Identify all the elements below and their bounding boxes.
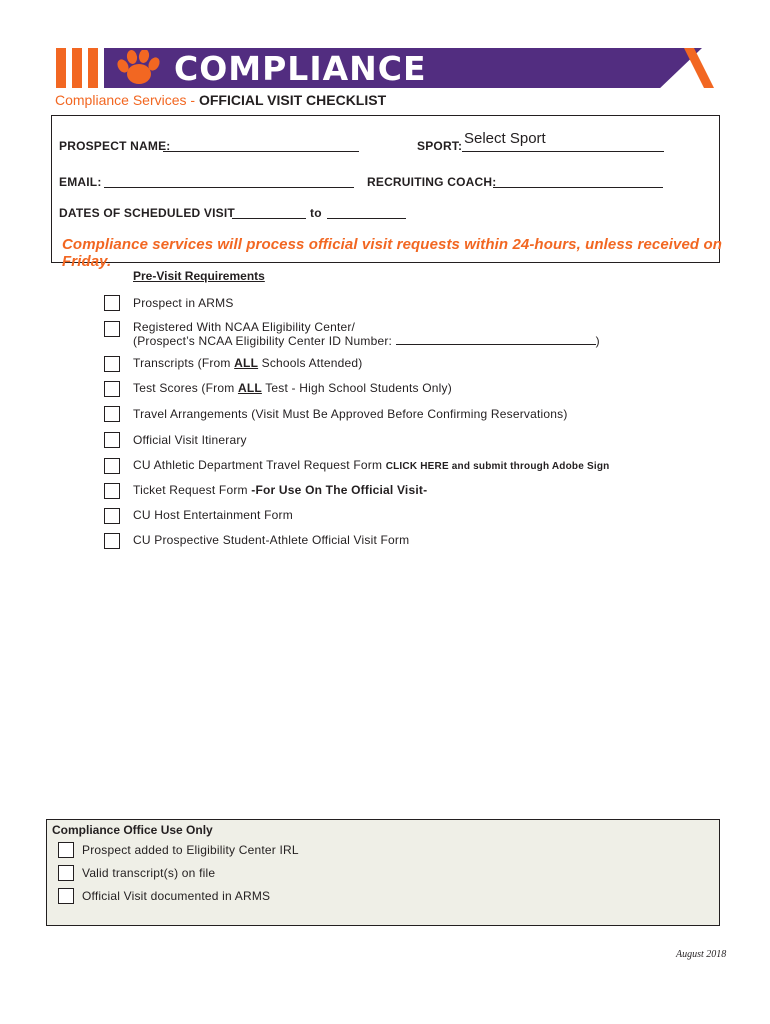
visit-dates-to-label: to: [310, 206, 322, 220]
email-label: EMAIL:: [59, 175, 102, 189]
checkbox-ticket[interactable]: [104, 483, 120, 499]
item-transcripts: [133, 356, 362, 370]
item-ncaa-line1: Registered With NCAA Eligibility Center/: [133, 320, 356, 334]
office-item-irl: Prospect added to Eligibility Center IRL: [82, 843, 299, 857]
email-field[interactable]: [104, 175, 354, 188]
visit-start-date-field[interactable]: [232, 206, 306, 219]
subtitle-services: Compliance Services: [55, 92, 187, 108]
item-ncaa-line2: [133, 334, 600, 348]
stripe-bar: [72, 48, 82, 88]
visit-end-date-field[interactable]: [327, 206, 406, 219]
checkbox-documented[interactable]: [58, 888, 74, 904]
prospect-name-field[interactable]: [163, 139, 359, 152]
sport-select[interactable]: Select Sport: [464, 130, 546, 147]
transcripts-all: ALL: [234, 356, 259, 370]
ticket-note: -For Use On The Official Visit-: [251, 483, 428, 497]
checkbox-itinerary[interactable]: [104, 432, 120, 448]
checkbox-test-scores[interactable]: [104, 381, 120, 397]
item-host: CU Host Entertainment Form: [133, 508, 293, 522]
stripe-bar: [56, 48, 66, 88]
banner-title: COMPLIANCE: [174, 49, 427, 88]
checkbox-travel[interactable]: [104, 406, 120, 422]
subtitle-checklist: OFFICIAL VISIT CHECKLIST: [198, 92, 387, 108]
checkbox-irl[interactable]: [58, 842, 74, 858]
tests-text-pre: Test Scores (From: [133, 381, 238, 395]
ncaa-id-field[interactable]: [396, 334, 596, 345]
processing-notice: Compliance services will process official visit requests within 24-hours, unless received on Friday.: [62, 236, 722, 270]
item-test-scores: [133, 381, 452, 395]
tests-text-post: Test - High School Students Only): [261, 381, 452, 395]
checkbox-transcripts[interactable]: [104, 356, 120, 372]
tests-all: ALL: [237, 381, 262, 395]
subtitle-dash: -: [186, 92, 199, 108]
recruiting-coach-label: RECRUITING COACH:: [367, 175, 497, 189]
travel-request-text: CU Athletic Department Travel Request Form: [133, 458, 386, 472]
prospect-name-label: PROSPECT NAME:: [59, 139, 171, 153]
stripe-bar: [88, 48, 98, 88]
visit-dates-label: DATES OF SCHEDULED VISIT: [59, 206, 235, 220]
ncaa-id-label: (Prospect’s NCAA Eligibility Center ID Number:: [133, 334, 396, 348]
item-arms: Prospect in ARMS: [133, 296, 234, 310]
item-prospective: CU Prospective Student-Athlete Official Visit Form: [133, 533, 410, 547]
transcripts-text-post: Schools Attended): [258, 356, 363, 370]
checkbox-arms[interactable]: [104, 295, 120, 311]
travel-request-link[interactable]: CLICK HERE and submit through Adobe Sign: [385, 461, 610, 472]
footer-date: August 2018: [676, 949, 727, 960]
office-use-title: Compliance Office Use Only: [52, 823, 213, 837]
ticket-text: Ticket Request Form: [133, 483, 252, 497]
checkbox-travel-request[interactable]: [104, 458, 120, 474]
recruiting-coach-field[interactable]: [493, 175, 663, 188]
ncaa-id-close: ): [595, 334, 600, 348]
item-travel: Travel Arrangements (Visit Must Be Approved Before Confirming Reservations): [133, 407, 568, 421]
item-itinerary: Official Visit Itinerary: [133, 433, 247, 447]
page-subtitle: [55, 92, 386, 108]
item-ticket: [133, 483, 427, 497]
paw-icon: [113, 50, 163, 86]
transcripts-text-pre: Transcripts (From: [133, 356, 235, 370]
item-travel-request: [133, 458, 609, 472]
office-item-transcripts: Valid transcript(s) on file: [82, 866, 216, 880]
checkbox-prospective[interactable]: [104, 533, 120, 549]
item-ncaa: [133, 321, 600, 348]
checkbox-transcripts-file[interactable]: [58, 865, 74, 881]
checkbox-ncaa[interactable]: [104, 321, 120, 337]
sport-label: SPORT:: [417, 139, 463, 153]
pre-visit-heading: Pre-Visit Requirements: [133, 269, 265, 283]
office-item-documented: Official Visit documented in ARMS: [82, 889, 271, 903]
checkbox-host[interactable]: [104, 508, 120, 524]
